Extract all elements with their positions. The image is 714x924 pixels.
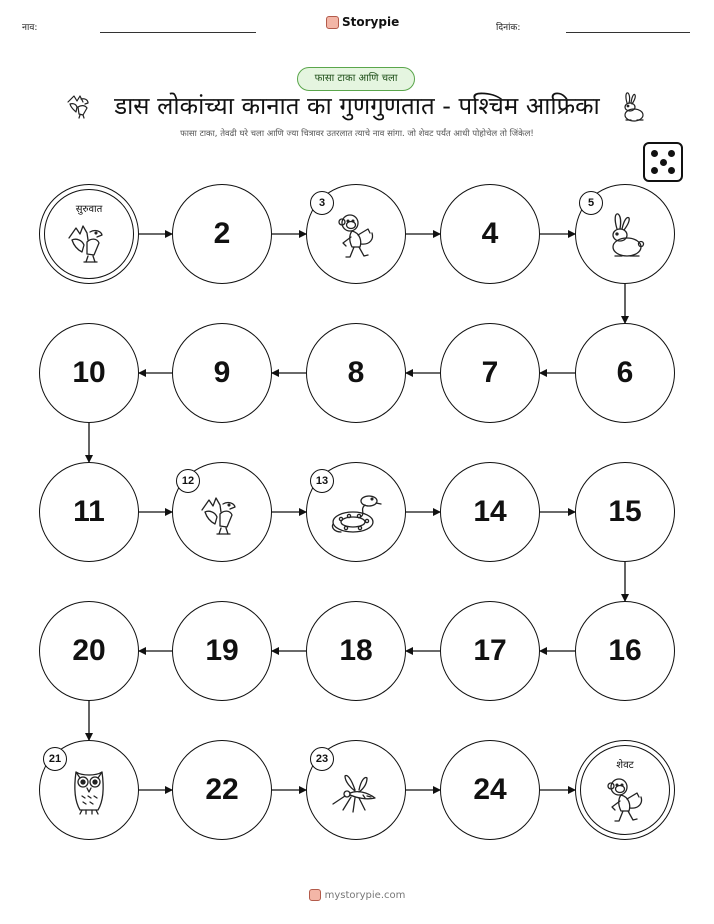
board-space-4[interactable] xyxy=(440,184,540,284)
space-number-badge: 21 xyxy=(43,747,67,771)
rabbit-icon xyxy=(603,211,647,265)
space-number: 16 xyxy=(608,634,642,667)
snake-icon xyxy=(329,492,383,540)
space-number: 6 xyxy=(616,356,634,389)
game-type-tag: फासा टाका आणि चला xyxy=(297,67,415,91)
board-space-7[interactable] xyxy=(440,323,540,423)
space-number: 11 xyxy=(73,495,105,528)
space-number: 2 xyxy=(213,217,231,250)
board-space-17[interactable] xyxy=(440,601,540,701)
board-space-16[interactable] xyxy=(575,601,675,701)
space-number: 7 xyxy=(481,356,499,389)
space-number: 24 xyxy=(473,773,507,806)
page-title: डास लोकांच्या कानात का गुणगुणतात - पश्चिम आफ्रिका xyxy=(114,92,600,120)
board-space-2[interactable] xyxy=(172,184,272,284)
space-number: 10 xyxy=(72,356,106,389)
board-space-18[interactable] xyxy=(306,601,406,701)
finish-label: शेवट xyxy=(616,760,634,771)
space-number-badge: 3 xyxy=(310,191,334,215)
board-space-20[interactable] xyxy=(39,601,139,701)
board-space-10[interactable] xyxy=(39,323,139,423)
board-space-12[interactable] xyxy=(172,462,272,562)
instructions-text: फासा टाका, तेवढी घरे चला आणि ज्या चित्रावर उतरलात त्याचे नाव सांगा. जो शेवट पर्यंत आधी पोहोचेल तो जिंकेल! xyxy=(180,129,534,139)
space-number: 20 xyxy=(72,634,106,667)
space-number: 8 xyxy=(347,356,365,389)
board-space-5[interactable] xyxy=(575,184,675,284)
board-space-22[interactable] xyxy=(172,740,272,840)
eagle-icon xyxy=(199,490,245,542)
space-number: 18 xyxy=(339,634,373,667)
footer-url[interactable]: mystorypie.com xyxy=(324,889,406,901)
start-space[interactable] xyxy=(39,184,139,284)
board-space-9[interactable] xyxy=(172,323,272,423)
storypie-logo-icon xyxy=(309,889,321,901)
board-space-14[interactable] xyxy=(440,462,540,562)
space-number-badge: 12 xyxy=(176,469,200,493)
space-number-badge: 13 xyxy=(310,469,334,493)
finish-space[interactable] xyxy=(575,740,675,840)
space-number: 15 xyxy=(608,495,642,528)
space-number: 14 xyxy=(473,495,507,528)
brand-name: Storypie xyxy=(342,15,400,29)
board-space-6[interactable] xyxy=(575,323,675,423)
space-number: 17 xyxy=(473,634,507,667)
space-number: 22 xyxy=(205,773,239,806)
board-space-8[interactable] xyxy=(306,323,406,423)
board-space-13[interactable] xyxy=(306,462,406,562)
monkey-icon xyxy=(334,211,378,265)
space-number: 4 xyxy=(481,217,499,250)
space-number-badge: 5 xyxy=(579,191,603,215)
board-space-24[interactable] xyxy=(440,740,540,840)
mosquito-icon xyxy=(329,770,383,818)
board-space-15[interactable] xyxy=(575,462,675,562)
footer xyxy=(0,889,714,901)
monkey-icon xyxy=(603,775,647,829)
board-space-11[interactable] xyxy=(39,462,139,562)
board-space-23[interactable] xyxy=(306,740,406,840)
date-label: दिनांक: xyxy=(496,23,521,33)
eagle-icon xyxy=(66,218,112,270)
space-number-badge: 23 xyxy=(310,747,334,771)
board-space-3[interactable] xyxy=(306,184,406,284)
name-label: नाव: xyxy=(22,23,38,33)
board-space-19[interactable] xyxy=(172,601,272,701)
board-space-21[interactable] xyxy=(39,740,139,840)
space-number: 19 xyxy=(205,634,239,667)
space-number: 9 xyxy=(213,356,231,389)
owl-icon xyxy=(68,766,110,822)
start-label: सुरुवात xyxy=(75,204,103,215)
